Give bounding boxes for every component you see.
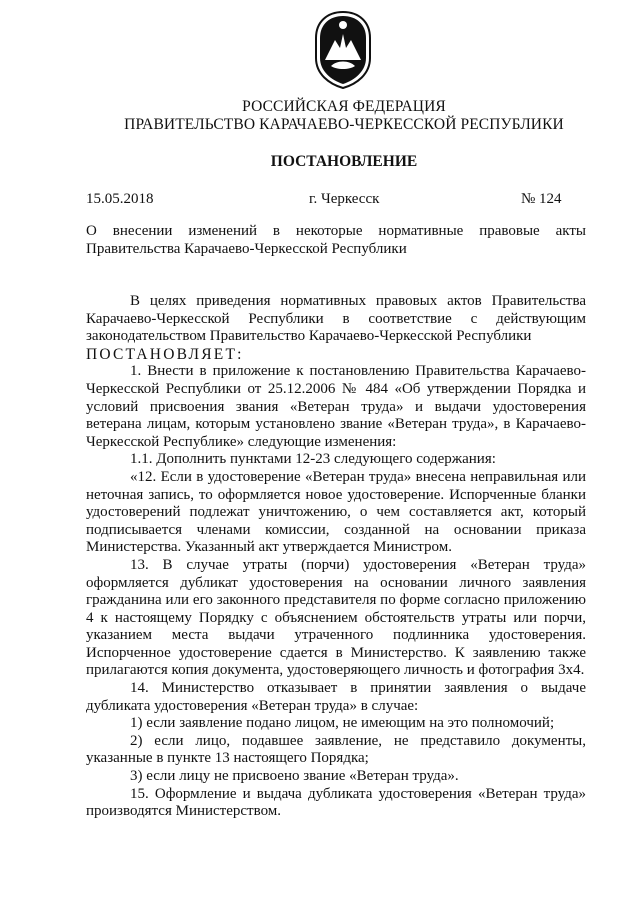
document-city: г. Черкесск [309,191,380,207]
document-date: 15.05.2018 [86,191,154,207]
paragraph-item-1: 1. Внести в приложение к постановлению Правительства Карачаево-Черкесской Республики от 25.12.2006 № 484 «Об утверждении Порядка и условий присвоения звания «Ветеран труда» и выдачи удостоверения ветерана лицам, которым установлено звание «Ветеран труда», в Карачаево-Черкесской Республике» следующие изменения: [86,363,586,450]
paragraph-resolves: ПОСТАНОВЛЯЕТ: [86,345,244,363]
paragraph-item-14: 14. Министерство отказывает в принятии заявления о выдаче дубликата удостоверения «Ветеран труда» в случае: [86,680,586,714]
paragraph-item-13: 13. В случае утраты (порчи) удостоверения «Ветеран труда» оформляется дубликат удостоверения на основании личного заявления гражданина или его законного представителя по форме согласно приложению 4 к настоящему Порядку с объяснением обстоятельств утраты или порчи, указанием места выдачи утраченного подлинника удостоверения. Испорченное удостоверение сдается в Министерство. К заявлению также прилагаются копия документа, удостоверяющего личность и фотография 3х4. [86,556,586,679]
document-body [86,293,586,821]
paragraph-item-1-1: 1.1. Дополнить пунктами 12-23 следующего содержания: [130,451,496,468]
paragraph-item-12: «12. Если в удостоверение «Ветеран труда» внесена неправильная или неточная запись, то оформляется новое удостоверение. Испорченные бланки удостоверений подлежат уничтожению, о чем составляется акт, который подписывается членами комиссии, созданной на основании приказа Министерства. Указанный акт утверждается Министром. [86,468,586,556]
header-country: РОССИЙСКАЯ ФЕДЕРАЦИЯ [242,98,446,115]
document-number: № 124 [521,191,562,207]
document-subject: О внесении изменений в некоторые нормативные правовые акты Правительства Карачаево-Черкесской Республики [86,223,586,257]
paragraph-preamble: В целях приведения нормативных правовых актов Правительства Карачаево-Черкесской Республики в соответствие с действующим законодательством Правительство Карачаево-Черкесской Республики [86,293,586,345]
coat-of-arms-icon [313,10,373,90]
paragraph-item-14-1: 1) если заявление подано лицом, не имеющим на это полномочий; [130,715,555,732]
header-government: ПРАВИТЕЛЬСТВО КАРАЧАЕВО-ЧЕРКЕССКОЙ РЕСПУБЛИКИ [124,116,564,133]
document-type: ПОСТАНОВЛЕНИЕ [270,153,418,170]
paragraph-item-15: 15. Оформление и выдача дубликата удостоверения «Ветеран труда» производятся Министерством. [86,785,586,820]
paragraph-item-14-2: 2) если лицо, подавшее заявление, не представило документы, указанные в пункте 13 настоящего Порядка; [86,732,586,767]
paragraph-item-14-3: 3) если лицу не присвоено звание «Ветеран труда». [130,768,459,785]
